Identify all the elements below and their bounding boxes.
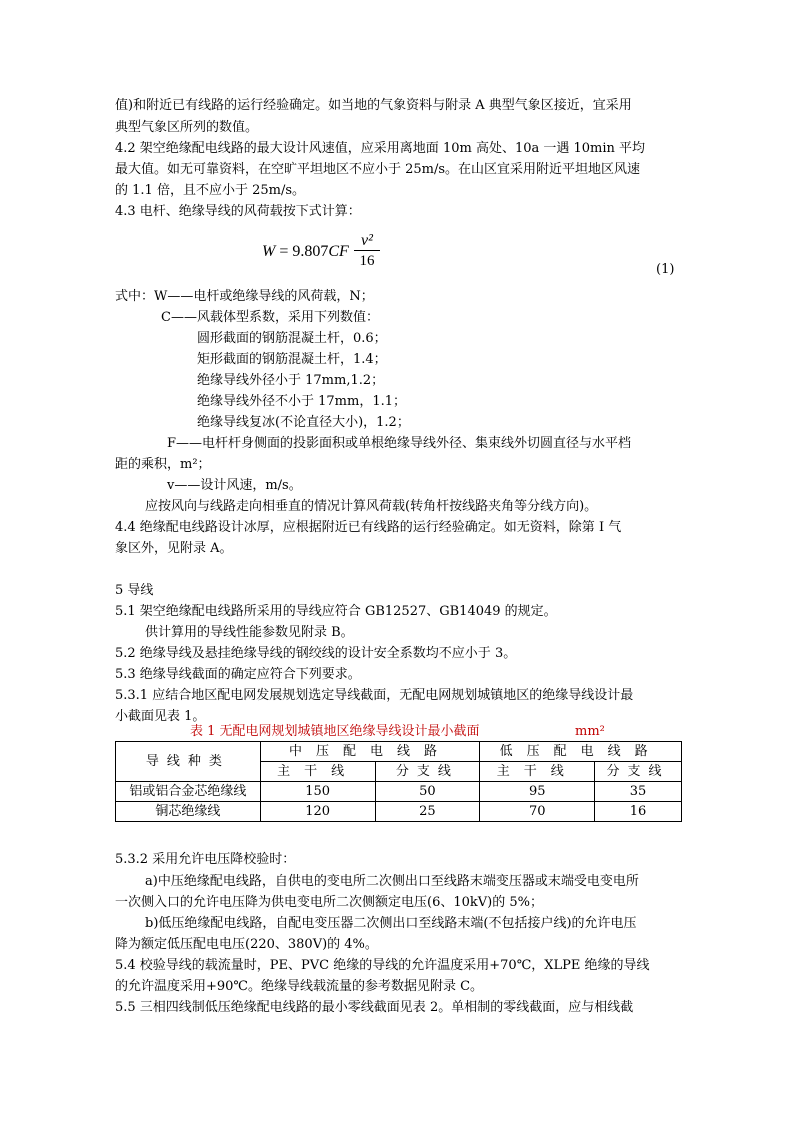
table-cell: 25 xyxy=(375,802,480,822)
table-cell: 95 xyxy=(480,782,595,802)
para-line: a)中压绝缘配电线路，自供电的变电所二次侧出口至线路末端变压器或末端受电变电所 xyxy=(145,874,639,889)
def-line: 式中：W——电杆或绝缘导线的风荷载，N； xyxy=(115,289,374,304)
def-line: 绝缘导线外径小于 17mm,1.2； xyxy=(197,373,385,388)
header-medium-voltage: 中压配电线路 xyxy=(260,742,480,762)
table-cell: 70 xyxy=(480,802,595,822)
row-label: 铜芯绝缘线 xyxy=(116,802,261,822)
table-unit: mm² xyxy=(575,724,605,739)
formula-vars: CF xyxy=(328,243,349,260)
table-cell: 35 xyxy=(595,782,682,802)
def-line: v——设计风速，m/s。 xyxy=(167,478,302,493)
table-cell: 50 xyxy=(375,782,480,802)
min-section-table xyxy=(115,741,682,822)
header-branch-line: 分支线 xyxy=(375,762,480,782)
para-line: 小截面见表 1。 xyxy=(115,709,206,724)
para-line: 4.3 电杆、绝缘导线的风荷载按下式计算： xyxy=(115,204,361,219)
def-line: 绝缘导线外径不小于 17mm，1.1； xyxy=(197,394,407,409)
header-branch-line: 分支线 xyxy=(595,762,682,782)
para-line: 5.3 绝缘导线截面的确定应符合下列要求。 xyxy=(115,667,361,682)
table-cell: 120 xyxy=(260,802,375,822)
row-label: 铝或铝合金芯绝缘线 xyxy=(116,782,261,802)
header-main-line: 主干线 xyxy=(480,762,595,782)
formula-numerator: v² xyxy=(361,232,373,249)
table-cell: 16 xyxy=(595,802,682,822)
def-line: 应按风向与线路走向相垂直的情况计算风荷载(转角杆按线路夹角等分线方向)。 xyxy=(145,499,598,514)
table-caption: 表 1 无配电网规划城镇地区绝缘导线设计最小截面 xyxy=(190,724,480,739)
def-line: 距的乘积，m²； xyxy=(115,457,211,472)
para-line: 供计算用的导线性能参数见附录 B。 xyxy=(145,625,354,640)
para-line: 最大值。如无可靠资料，在空旷平坦地区不应小于 25m/s。在山区宜采用附近平坦地区风速 xyxy=(115,162,641,177)
para-line: 4.4 绝缘配电线路设计冰厚，应根据附近已有线路的运行经验确定。如无资料，除第 I 气 xyxy=(115,520,622,535)
def-line: 圆形截面的钢筋混凝土杆，0.6； xyxy=(197,331,387,346)
def-line: F——电杆杆身侧面的投影面积或单根绝缘导线外径、集束线外切圆直径与水平档 xyxy=(167,436,632,451)
para-line: 5.2 绝缘导线及悬挂绝缘导线的钢绞线的设计安全系数均不应小于 3。 xyxy=(115,646,517,661)
para-line: 典型气象区所列的数值。 xyxy=(115,120,259,135)
para-line: 5.5 三相四线制低压绝缘配电线路的最小零线截面见表 2。单相制的零线截面，应与相线截 xyxy=(115,1000,634,1015)
para-line: b)低压绝缘配电线路，自配电变压器二次侧出口至线路末端(不包括接户线)的允许电压 xyxy=(145,916,637,931)
formula-eq: = 9.807 xyxy=(275,243,329,260)
para-line: 的 1.1 倍，且不应小于 25m/s。 xyxy=(115,183,305,198)
def-line: C——风载体型系数，采用下列数值： xyxy=(161,310,379,325)
para-line: 一次侧入口的允许电压降为供电变电所二次侧额定电压(6、10kV)的 5%； xyxy=(115,895,543,910)
header-main-line: 主干线 xyxy=(260,762,375,782)
header-low-voltage: 低压配电线路 xyxy=(480,742,682,762)
header-conductor-type: 导线种类 xyxy=(116,742,261,782)
para-line: 4.2 架空绝缘配电线路的最大设计风速值，应采用离地面 10m 高处、10a 一遇 10min 平均 xyxy=(115,141,646,156)
para-line: 的允许温度采用+90℃。绝缘导线载流量的参考数据见附录 C。 xyxy=(115,979,484,994)
equation-number: (1) xyxy=(656,262,675,277)
para-line: 5.3.1 应结合地区配电网发展规划选定导线截面，无配电网规划城镇地区的绝缘导线设计最 xyxy=(115,688,634,703)
para-line: 象区外，见附录 A。 xyxy=(115,541,233,556)
table-row xyxy=(116,802,682,822)
para-line: 值)和附近已有线路的运行经验确定。如当地的气象资料与附录 A 典型气象区接近，宜采用 xyxy=(115,98,632,113)
table-cell: 150 xyxy=(260,782,375,802)
def-line: 绝缘导线复冰(不论直径大小)，1.2； xyxy=(197,415,410,430)
def-line: 矩形截面的钢筋混凝土杆，1.4； xyxy=(197,352,387,367)
section-heading: 5 导线 xyxy=(115,583,154,598)
formula-lhs: W xyxy=(262,243,276,260)
formula-denominator: 16 xyxy=(354,250,380,271)
wind-load-formula xyxy=(262,232,402,278)
para-line: 5.4 校验导线的载流量时，PE、PVC 绝缘的导线的允许温度采用+70℃，XLPE 绝缘的导线 xyxy=(115,958,650,973)
table-row xyxy=(116,782,682,802)
para-line: 5.3.2 采用允许电压降校验时： xyxy=(115,852,296,867)
para-line: 5.1 架空绝缘配电线路所采用的导线应符合 GB12527、GB14049 的规定。 xyxy=(115,604,557,619)
para-line: 降为额定低压配电电压(220、380V)的 4%。 xyxy=(115,937,378,952)
